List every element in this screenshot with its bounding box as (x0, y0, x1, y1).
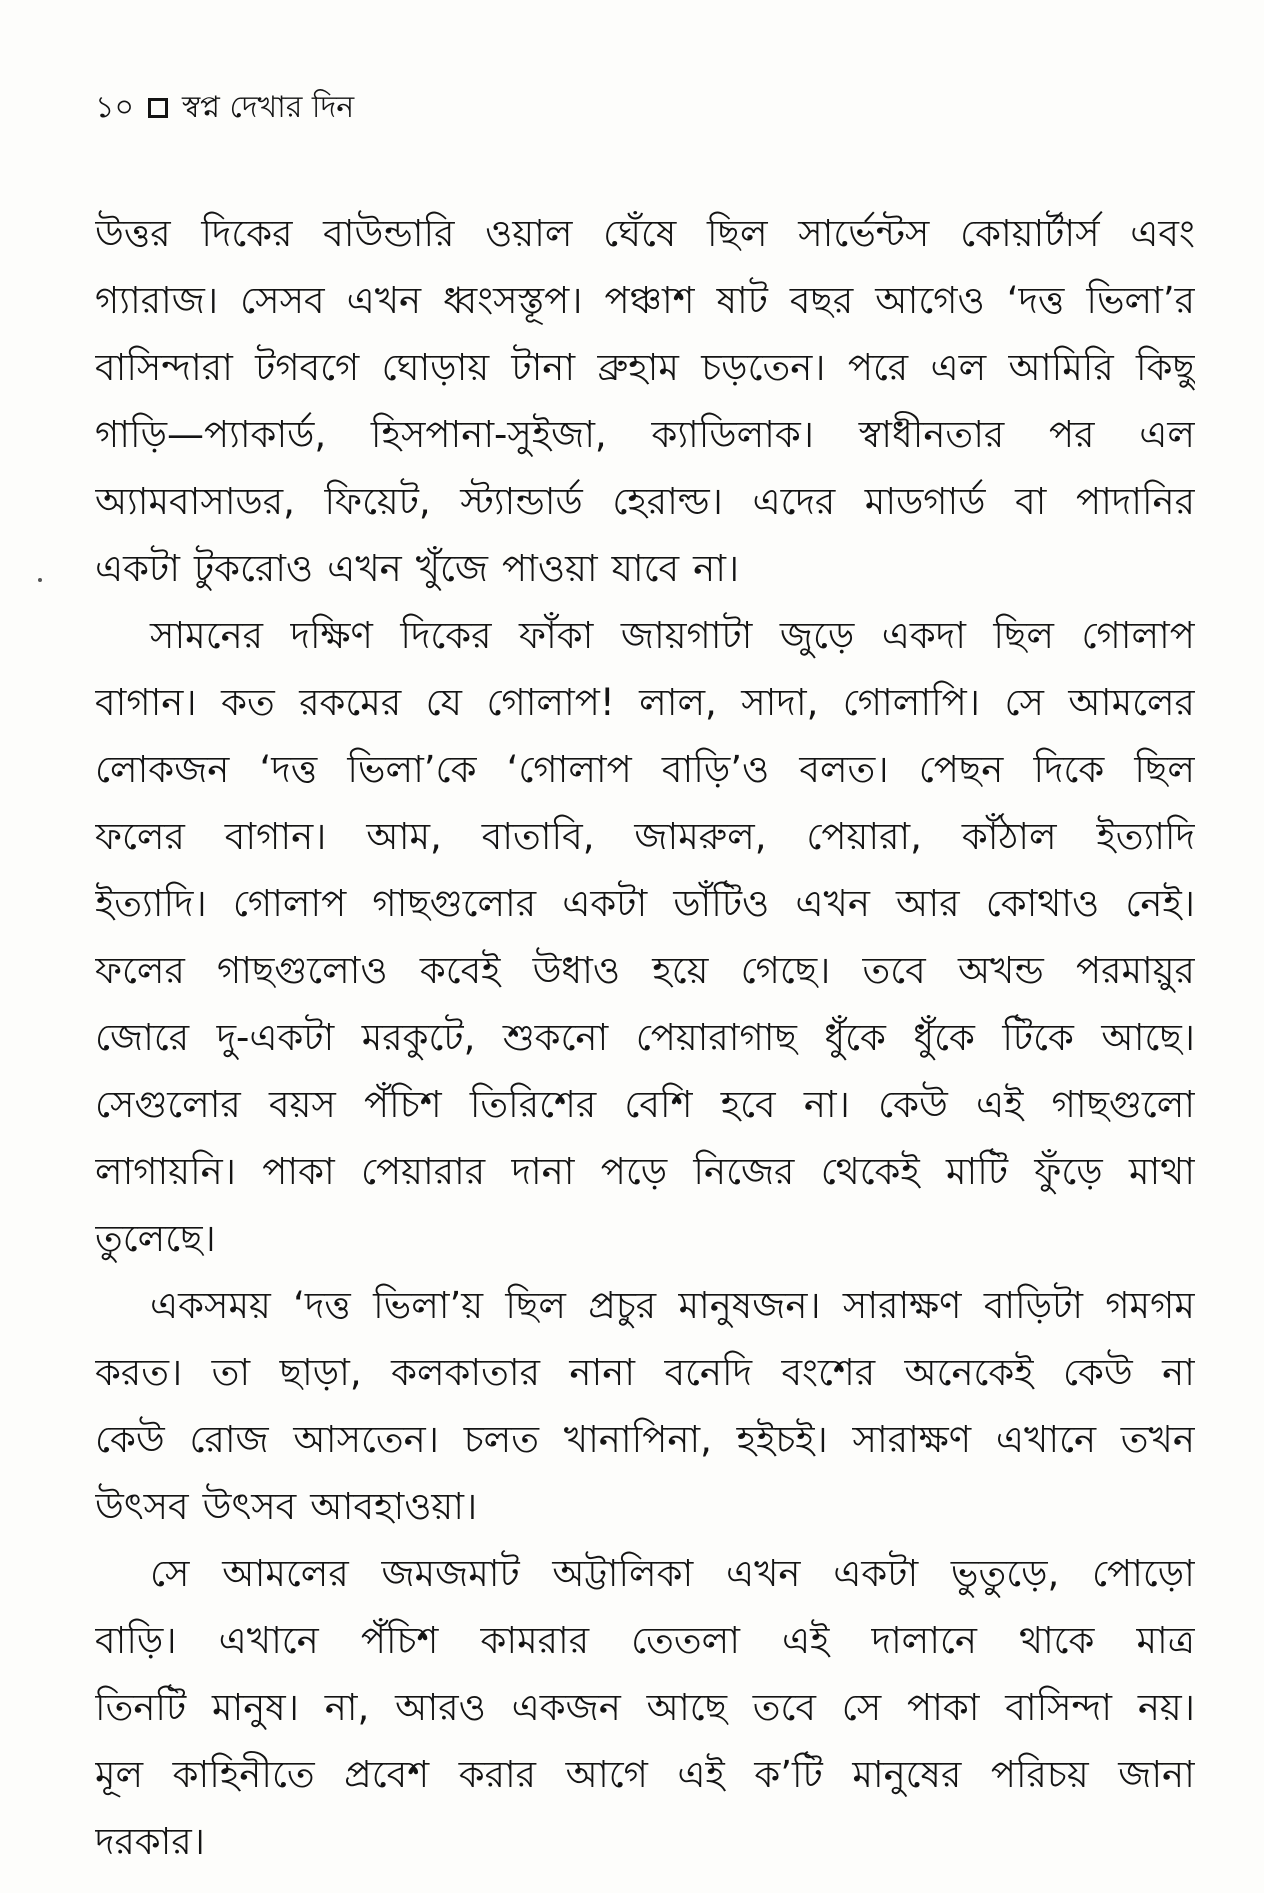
text-line: কেউ রোজ আসতেন। চলত খানাপিনা, হইচই। সারাক্ষণ এখানে তখন (95, 1418, 1195, 1461)
text-line: সে আমলের জমজমাট অট্টালিকা এখন একটা ভুতুড়ে, পোড়ো (150, 1552, 1195, 1595)
text-line: উৎসব উৎসব আবহাওয়া। (95, 1485, 478, 1528)
paragraph (95, 602, 1195, 1272)
text-line: মূল কাহিনীতে প্রবেশ করার আগে এই ক’টি মানুষের পরিচয় জানা (95, 1753, 1195, 1796)
paragraph (95, 1272, 1195, 1540)
text-line: করত। তা ছাড়া, কলকাতার নানা বনেদি বংশের অনেকেই কেউ না (95, 1351, 1195, 1394)
book-title: স্বপ্ন দেখার দিন (181, 90, 355, 125)
text-line: ইত্যাদি। গোলাপ গাছগুলোর একটা ডাঁটিও এখন আর কোথাও নেই। (95, 882, 1195, 925)
text-line: উত্তর দিকের বাউন্ডারি ওয়াল ঘেঁষে ছিল সার্ভেন্টস কোয়ার্টার্স এবং (95, 212, 1195, 255)
body-text (95, 200, 1195, 1875)
text-line: বাড়ি। এখানে পঁচিশ কামরার তেতলা এই দালানে থাকে মাত্র (95, 1619, 1195, 1662)
text-line: গ্যারাজ। সেসব এখন ধ্বংসস্তূপ। পঞ্চাশ ষাট বছর আগেও ‘দত্ত ভিলা’র (95, 279, 1195, 322)
text-line: অ্যামবাসাডর, ফিয়েট, স্ট্যান্ডার্ড হেরাল্ড। এদের মাডগার্ড বা পাদানির (95, 480, 1195, 523)
text-line: একসময় ‘দত্ত ভিলা’য় ছিল প্রচুর মানুষজন। সারাক্ষণ বাড়িটা গমগম (150, 1284, 1195, 1327)
square-ornament-icon (148, 98, 168, 118)
page-number: ১০ (95, 90, 134, 125)
text-line: বাসিন্দারা টগবগে ঘোড়ায় টানা ব্রুহাম চড়তেন। পরে এল আমিরি কিছু (95, 346, 1195, 389)
paper-speck (38, 578, 42, 582)
text-line: তুলেছে। (95, 1217, 216, 1260)
text-line: দরকার। (95, 1820, 205, 1863)
text-line: গাড়ি—প্যাকার্ড, হিসপানা-সুইজা, ক্যাডিলাক। স্বাধীনতার পর এল (95, 413, 1195, 456)
text-line: ফলের গাছগুলোও কবেই উধাও হয়ে গেছে। তবে অখন্ড পরমায়ুর (95, 949, 1195, 992)
text-line: ফলের বাগান। আম, বাতাবি, জামরুল, পেয়ারা, কাঁঠাল ইত্যাদি (95, 815, 1195, 858)
paragraph (95, 200, 1195, 602)
text-line: লোকজন ‘দত্ত ভিলা’কে ‘গোলাপ বাড়ি’ও বলত। পেছন দিকে ছিল (95, 748, 1195, 791)
text-line: একটা টুকরোও এখন খুঁজে পাওয়া যাবে না। (95, 547, 740, 590)
paragraph (95, 1540, 1195, 1875)
text-line: জোরে দু-একটা মরকুটে, শুকনো পেয়ারাগাছ ধুঁকে ধুঁকে টিকে আছে। (95, 1016, 1195, 1059)
text-line: সামনের দক্ষিণ দিকের ফাঁকা জায়গাটা জুড়ে একদা ছিল গোলাপ (150, 614, 1195, 657)
text-line: সেগুলোর বয়স পঁচিশ তিরিশের বেশি হবে না। কেউ এই গাছগুলো (95, 1083, 1195, 1126)
text-line: বাগান। কত রকমের যে গোলাপ! লাল, সাদা, গোলাপি। সে আমলের (95, 681, 1195, 724)
running-head (95, 88, 354, 128)
text-line: তিনটি মানুষ। না, আরও একজন আছে তবে সে পাকা বাসিন্দা নয়। (95, 1686, 1195, 1729)
text-line: লাগায়নি। পাকা পেয়ারার দানা পড়ে নিজের থেকেই মাটি ফুঁড়ে মাথা (95, 1150, 1195, 1193)
